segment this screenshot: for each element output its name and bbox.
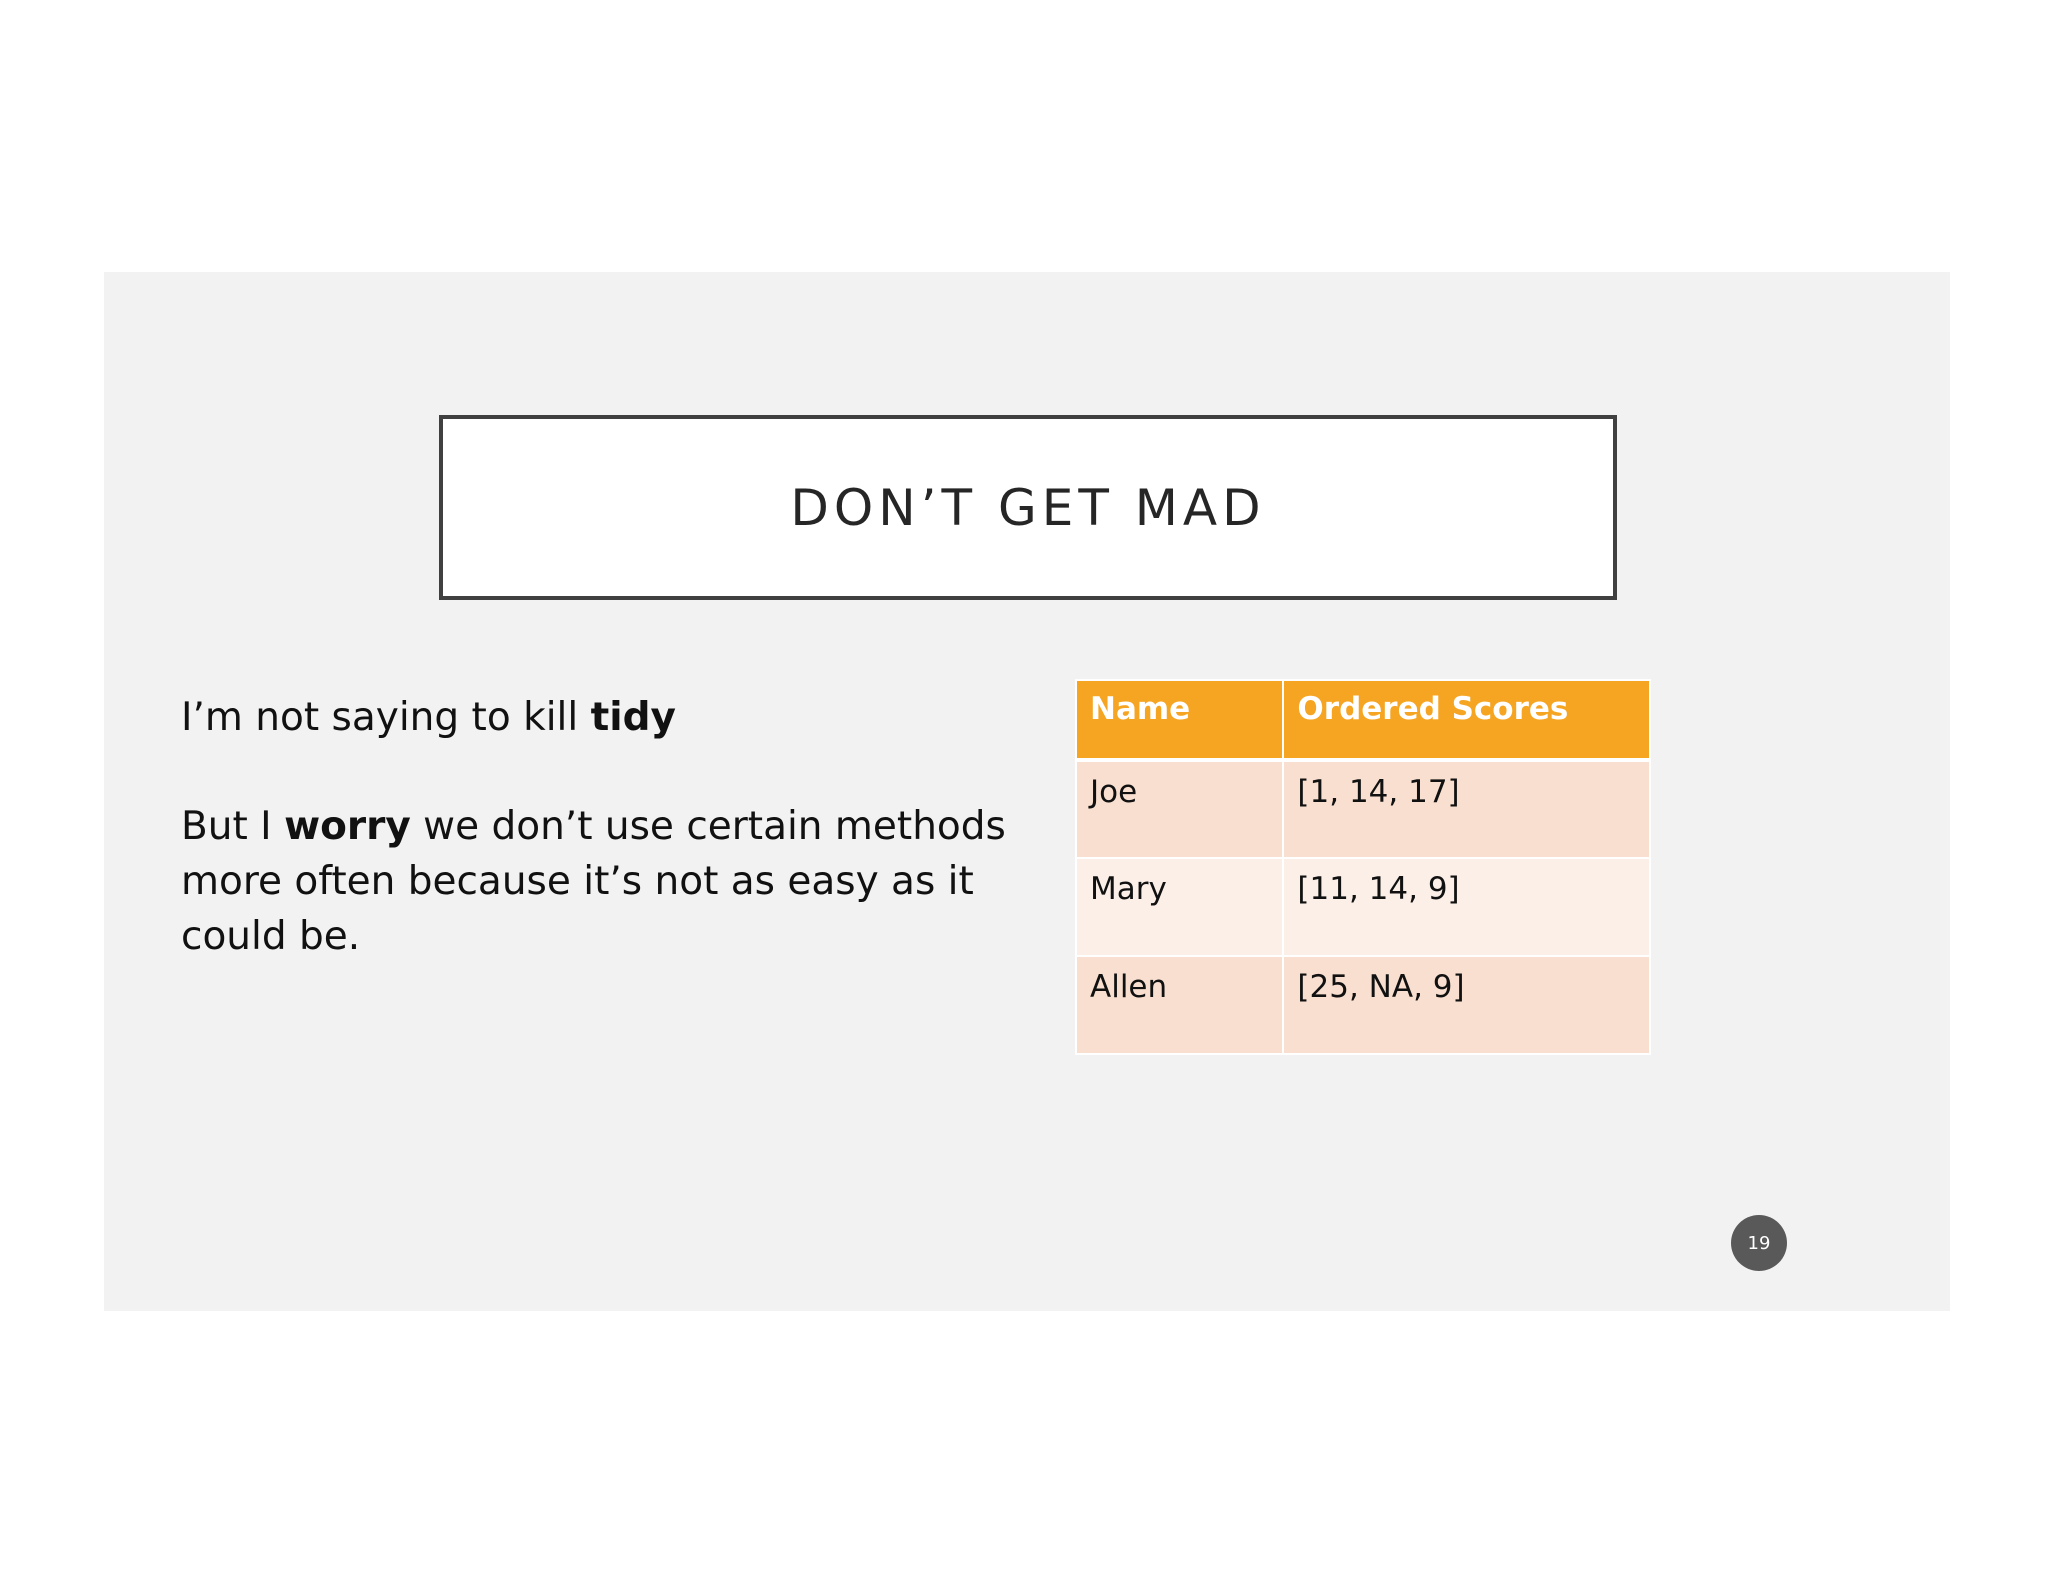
header-ordered-scores: Ordered Scores — [1283, 680, 1650, 760]
table-header-row — [1076, 680, 1650, 760]
body-text — [181, 690, 1041, 964]
paragraph-1-bold: tidy — [590, 695, 676, 740]
cell-name: Mary — [1076, 858, 1283, 956]
slide-title: DON’T GET MAD — [790, 478, 1266, 537]
header-name: Name — [1076, 680, 1283, 760]
page-number-badge — [1731, 1215, 1787, 1271]
table-row — [1076, 858, 1650, 956]
paragraph-2-suffix: we don’t use certain methods more often because it’s not as easy as it could be. — [181, 804, 1006, 959]
cell-scores: [25, NA, 9] — [1283, 956, 1650, 1054]
cell-name: Allen — [1076, 956, 1283, 1054]
paragraph-1-prefix: I’m not saying to kill — [181, 695, 591, 740]
page-number: 19 — [1747, 1232, 1771, 1254]
table-row — [1076, 760, 1650, 858]
paragraph-2 — [181, 799, 1041, 964]
paragraph-2-bold: worry — [284, 804, 411, 849]
slide — [104, 272, 1950, 1311]
scores-table — [1075, 679, 1651, 1055]
cell-scores: [1, 14, 17] — [1283, 760, 1650, 858]
title-box — [439, 415, 1617, 600]
cell-name: Joe — [1076, 760, 1283, 858]
table-row — [1076, 956, 1650, 1054]
paragraph-2-prefix: But I — [181, 804, 285, 849]
paragraph-1 — [181, 690, 1041, 745]
cell-scores: [11, 14, 9] — [1283, 858, 1650, 956]
